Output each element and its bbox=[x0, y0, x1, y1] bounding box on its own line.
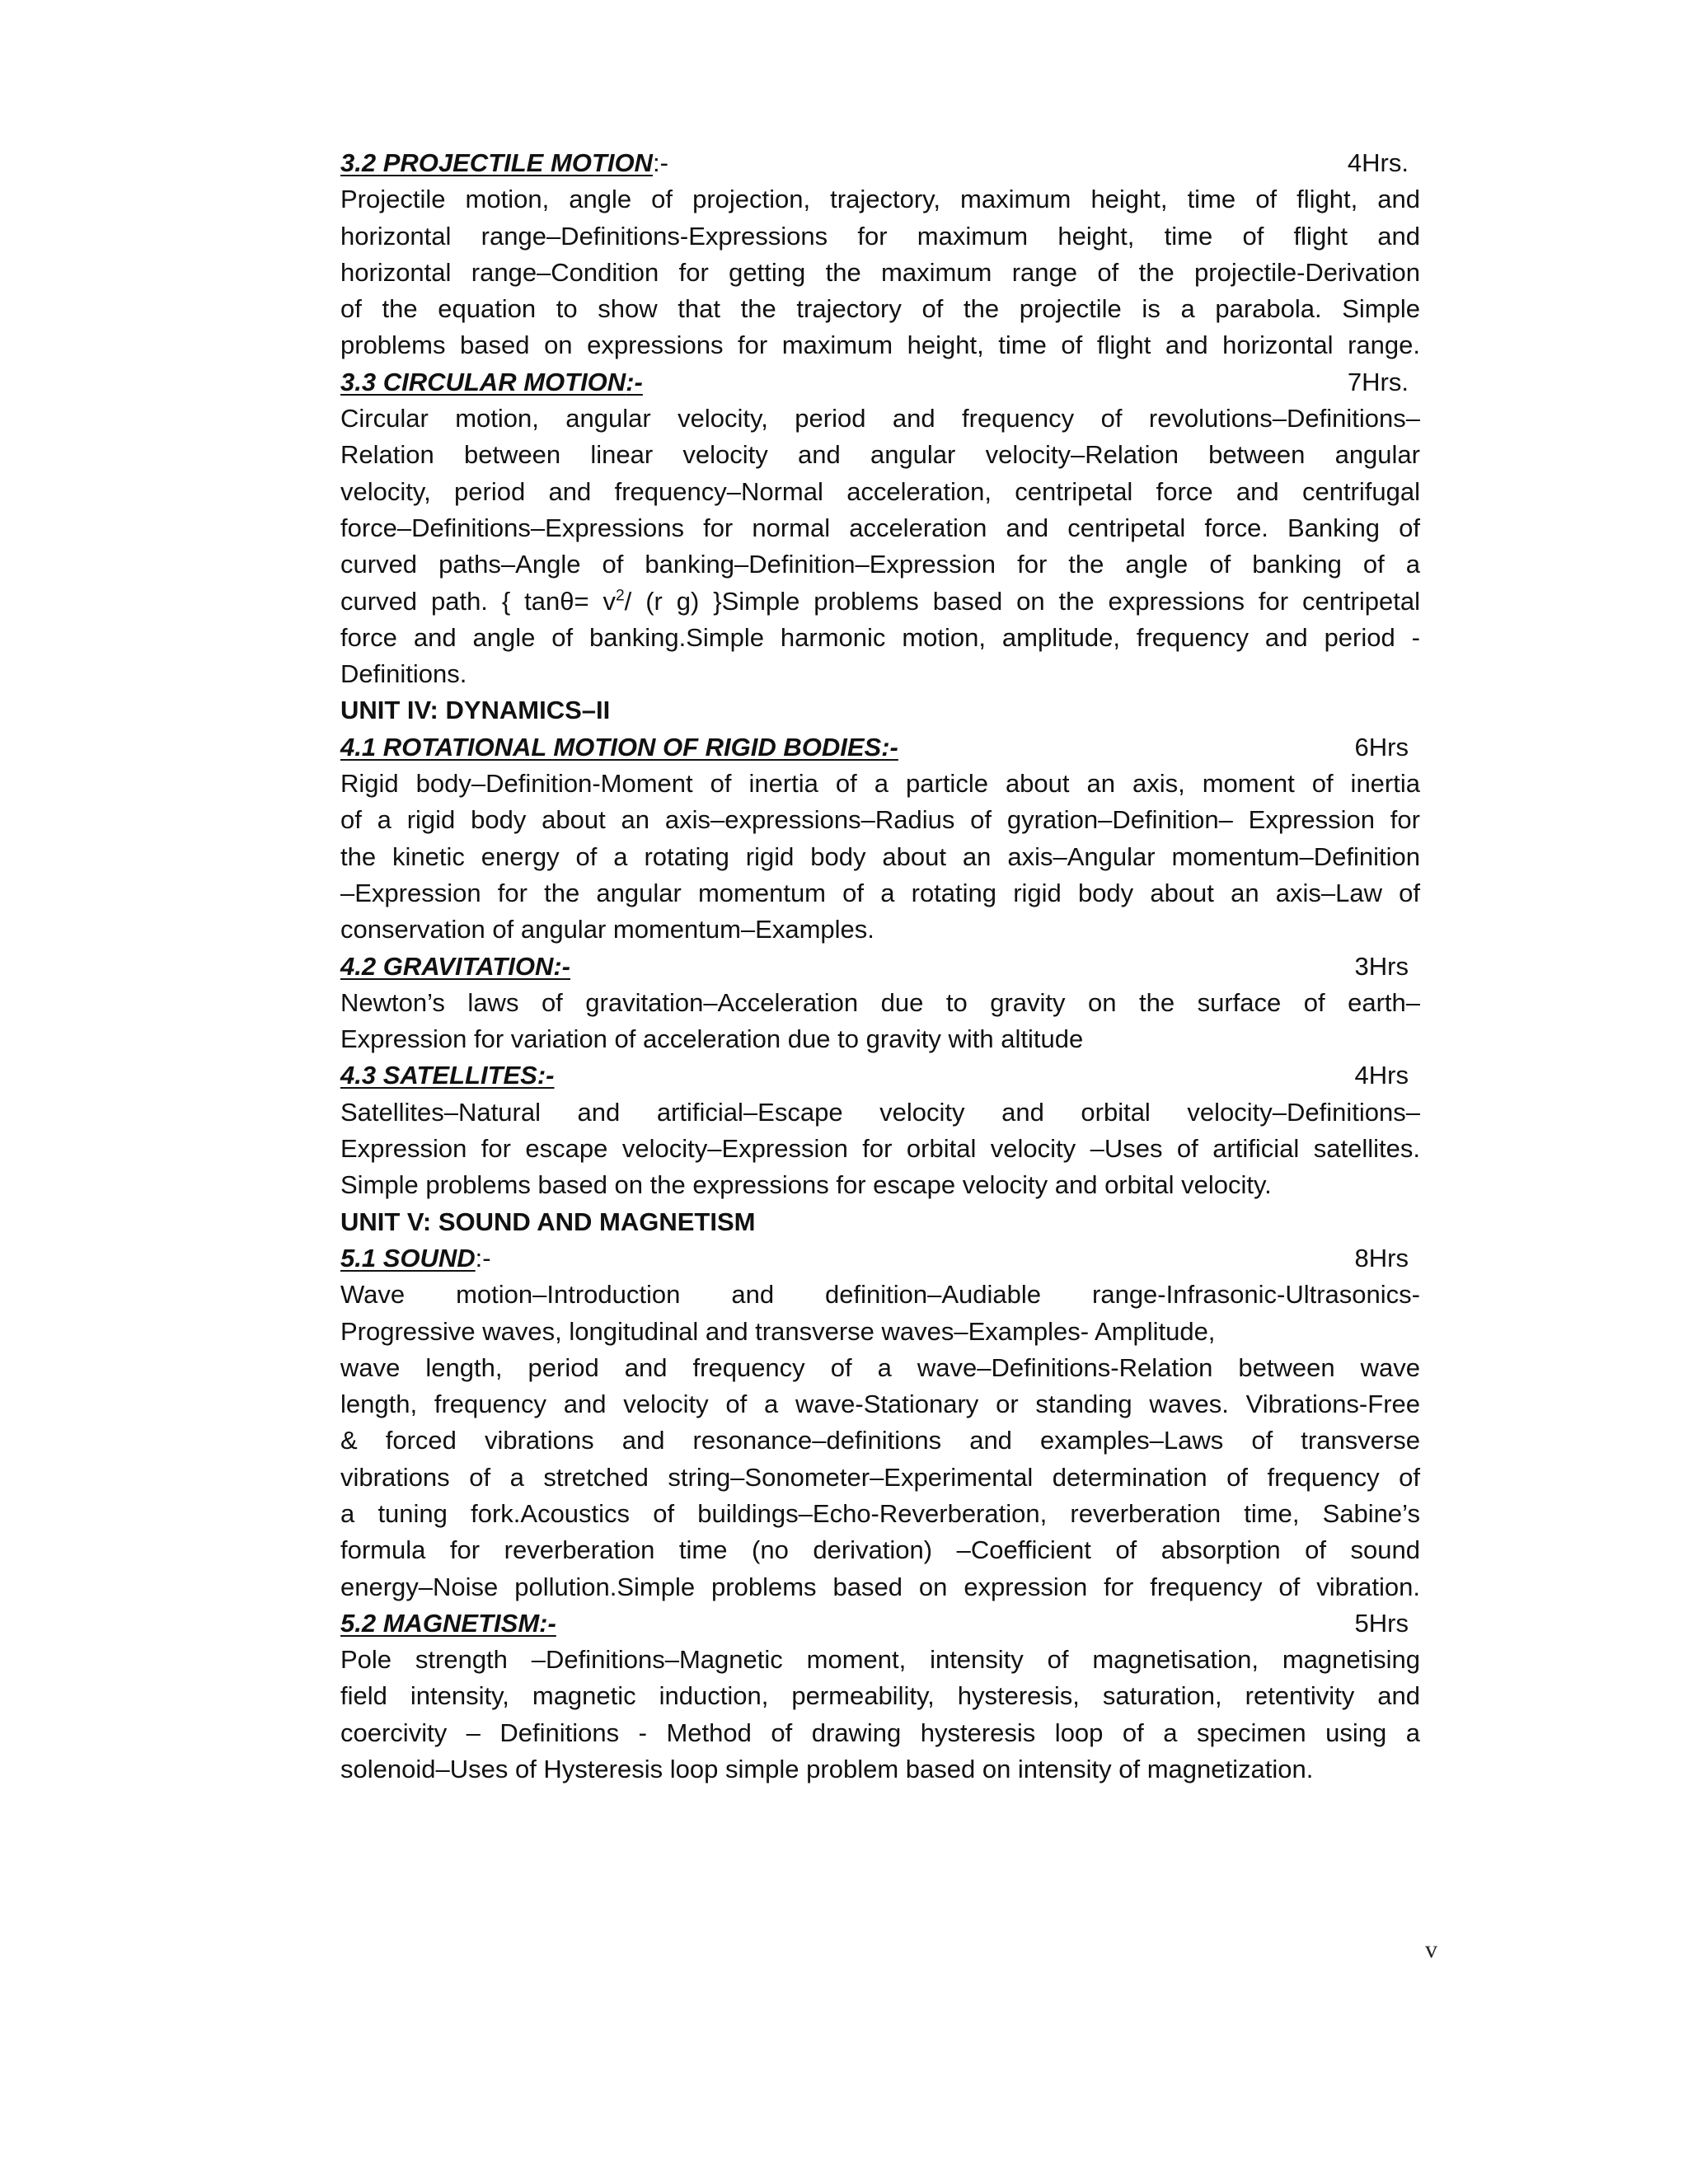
formula-text-pre: curved path. { tanθ= v bbox=[340, 586, 616, 616]
unit-heading-4: UNIT IV: DYNAMICS–II bbox=[340, 696, 611, 725]
body-line: formula for reverberation time (no derivation) –Coefficient of absorption of sound bbox=[340, 1535, 1420, 1565]
body-line: solenoid–Uses of Hysteresis loop simple problem based on intensity of magnetization. bbox=[340, 1755, 1314, 1784]
formula-text-post: / (r g) }Simple problems based on the expressions for centripetal bbox=[624, 586, 1420, 616]
section-heading-4-3 bbox=[340, 1057, 1420, 1094]
body-line: Relation between linear velocity and angular velocity–Relation between angular bbox=[340, 440, 1420, 470]
body-line: Expression for variation of acceleration due to gravity with altitude bbox=[340, 1024, 1084, 1054]
body-line: Definitions. bbox=[340, 659, 467, 689]
section-heading-3-3 bbox=[340, 364, 1420, 401]
body-line: force and angle of banking.Simple harmonic motion, amplitude, frequency and period - bbox=[340, 622, 1420, 652]
section-hours: 7Hrs. bbox=[1347, 367, 1409, 396]
section-hours: 6Hrs bbox=[1354, 732, 1409, 762]
section-body-5-2 bbox=[340, 1642, 1420, 1788]
section-title: 4.3 SATELLITES:- bbox=[340, 1061, 555, 1090]
section-title: 3.3 CIRCULAR MOTION bbox=[340, 367, 626, 396]
section-heading-3-2 bbox=[340, 145, 1420, 181]
body-line: –Expression for the angular momentum of a rotating rigid body about an axis–Law of bbox=[340, 878, 1420, 907]
body-line: & forced vibrations and resonance–definitions and examples–Laws of transverse bbox=[340, 1426, 1420, 1455]
body-line: the kinetic energy of a rotating rigid body about an axis–Angular momentum–Definition bbox=[340, 841, 1420, 871]
section-title-suffix: :- bbox=[475, 1243, 491, 1272]
section-body-3-3 bbox=[340, 401, 1420, 692]
body-line: length, frequency and velocity of a wave-Stationary or standing waves. Vibrations-Free bbox=[340, 1390, 1420, 1419]
body-line: Circular motion, angular velocity, period and frequency of revolutions–Definitions– bbox=[340, 404, 1420, 434]
body-line: of the equation to show that the trajectory of the projectile is a parabola. Simple bbox=[340, 294, 1420, 324]
body-line: Expression for escape velocity–Expression for orbital velocity –Uses of artificial satellites. bbox=[340, 1134, 1420, 1164]
body-line: horizontal range–Condition for getting the maximum range of the projectile-Derivation bbox=[340, 257, 1420, 287]
body-line: Newton’s laws of gravitation–Acceleration due to gravity on the surface of earth– bbox=[340, 987, 1420, 1017]
section-title: 5.1 SOUND bbox=[340, 1243, 476, 1272]
section-body-4-3 bbox=[340, 1094, 1420, 1204]
body-line: Wave motion–Introduction and definition–Audiable range-Infrasonic-Ultrasonics- bbox=[340, 1280, 1420, 1310]
section-body-5-1 bbox=[340, 1277, 1420, 1605]
formula-superscript: 2 bbox=[615, 587, 625, 605]
section-title-suffix: :- bbox=[626, 367, 643, 396]
section-title: 4.1 ROTATIONAL MOTION OF RIGID BODIES:- bbox=[340, 732, 898, 762]
body-line: velocity, period and frequency–Normal acceleration, centripetal force and centrifugal bbox=[340, 476, 1420, 506]
body-line: of a rigid body about an axis–expressions–Radius of gyration–Definition– Expression for bbox=[340, 805, 1420, 835]
section-hours: 4Hrs. bbox=[1347, 148, 1409, 177]
section-body-3-2 bbox=[340, 181, 1420, 363]
body-line: Projectile motion, angle of projection, trajectory, maximum height, time of flight, and bbox=[340, 185, 1420, 214]
section-hours: 3Hrs bbox=[1354, 951, 1409, 981]
body-line: coercivity – Definitions - Method of drawing hysteresis loop of a specimen using a bbox=[340, 1718, 1420, 1747]
body-line: Rigid body–Definition-Moment of inertia of a particle about an axis, moment of inertia bbox=[340, 769, 1420, 799]
section-title: 3.2 PROJECTILE MOTION bbox=[340, 148, 653, 177]
formula-line bbox=[340, 583, 1420, 620]
section-heading-4-2 bbox=[340, 949, 1420, 985]
body-line: Pole strength –Definitions–Magnetic moment, intensity of magnetisation, magnetising bbox=[340, 1645, 1420, 1675]
body-line: energy–Noise pollution.Simple problems based on expression for frequency of vibration. bbox=[340, 1572, 1420, 1601]
body-line: field intensity, magnetic induction, permeability, hysteresis, saturation, retentivity and bbox=[340, 1681, 1420, 1711]
body-line: wave length, period and frequency of a wave–Definitions-Relation between wave bbox=[340, 1352, 1420, 1382]
body-line: conservation of angular momentum–Examples. bbox=[340, 915, 874, 944]
body-line: Satellites–Natural and artificial–Escape velocity and orbital velocity–Definitions– bbox=[340, 1097, 1420, 1127]
section-heading-5-1 bbox=[340, 1240, 1420, 1277]
unit-heading-5: UNIT V: SOUND AND MAGNETISM bbox=[340, 1207, 756, 1236]
body-line: curved paths–Angle of banking–Definition–Expression for the angle of banking of a bbox=[340, 550, 1420, 579]
section-body-4-2 bbox=[340, 985, 1420, 1058]
page-number: v bbox=[1425, 1936, 1437, 1963]
section-body-4-1 bbox=[340, 766, 1420, 948]
section-heading-5-2 bbox=[340, 1605, 1420, 1642]
syllabus-page bbox=[340, 145, 1420, 1788]
section-hours: 8Hrs bbox=[1354, 1243, 1409, 1272]
body-line: problems based on expressions for maximum height, time of flight and horizontal range. bbox=[340, 330, 1420, 360]
section-heading-4-1 bbox=[340, 729, 1420, 766]
body-line: a tuning fork.Acoustics of buildings–Echo-Reverberation, reverberation time, Sabine’s bbox=[340, 1498, 1420, 1528]
body-line: vibrations of a stretched string–Sonometer–Experimental determination of frequency of bbox=[340, 1462, 1420, 1492]
section-hours: 5Hrs bbox=[1354, 1608, 1409, 1638]
body-line: horizontal range–Definitions-Expressions for maximum height, time of flight and bbox=[340, 221, 1420, 251]
section-hours: 4Hrs bbox=[1354, 1061, 1409, 1090]
section-title-suffix: :- bbox=[652, 148, 668, 177]
body-line: Progressive waves, longitudinal and transverse waves–Examples- Amplitude, bbox=[340, 1316, 1216, 1346]
section-title: 4.2 GRAVITATION:- bbox=[340, 951, 570, 981]
body-line: force–Definitions–Expressions for normal acceleration and centripetal force. Banking of bbox=[340, 513, 1420, 542]
section-title: 5.2 MAGNETISM:- bbox=[340, 1608, 556, 1638]
body-line: Simple problems based on the expressions for escape velocity and orbital velocity. bbox=[340, 1170, 1272, 1200]
